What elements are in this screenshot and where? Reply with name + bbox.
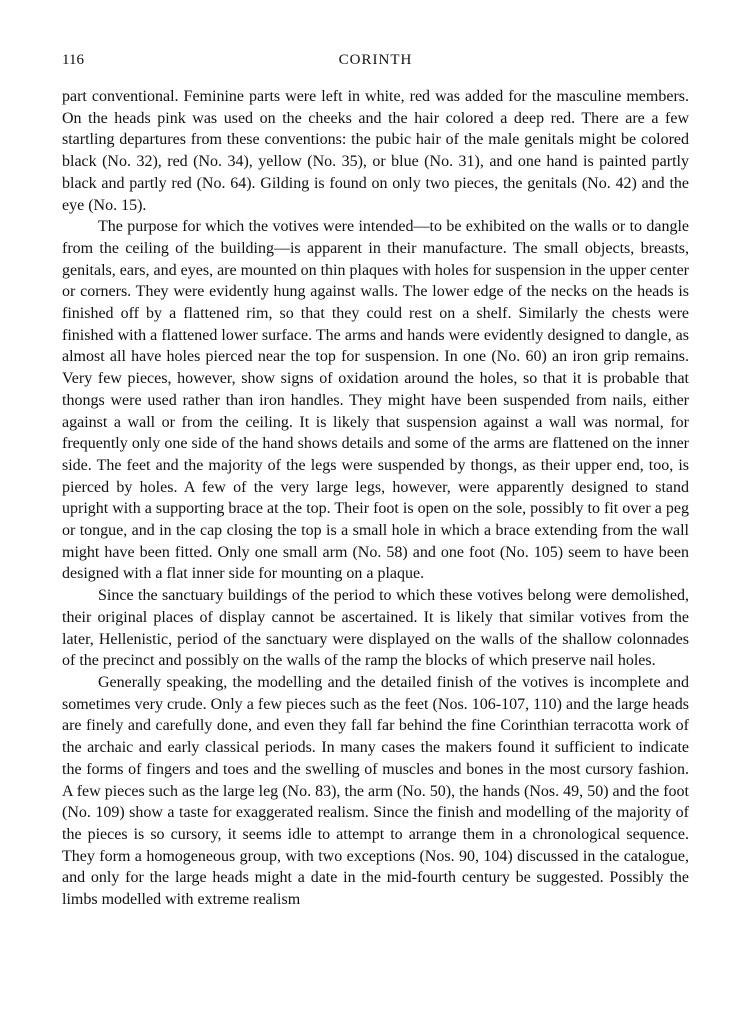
running-head: CORINTH [338,52,413,68]
paragraph-continued: part conventional. Feminine parts were left in white, red was added for the masculine members. On the heads pink was used on the cheeks and the hair colored a deep red. There are a few startling departures from these conventions: the pubic hair of the male genitals might be colored black (No. 32), red (No. 34), yellow (No. 35), or blue (No. 31), and one hand is painted partly black and partly red (No. 64). Gilding is found on only two pieces, the genitals (No. 42) and the eye (No. 15). [62,88,689,214]
paragraph-modelling: Generally speaking, the modelling and the detailed finish of the votives is incomplete and sometimes very crude. Only a few pieces such as the feet (Nos. 106-107, 110) and the large heads are finely and carefully done, and even they fall far behind the fine Corinthian terracotta work of the archaic and early classical periods. In many cases the makers found it sufficient to indicate the forms of fingers and toes and the swelling of muscles and bones in the most cursory fashion. A few pieces such as the large leg (No. 83), the arm (No. 50), the hands (Nos. 49, 50) and the foot (No. 109) show a taste for exaggerated realism. Since the finish and modelling of the majority of the pieces is so cursory, it seems idle to attempt to arrange them in a chronological sequence. They form a homogeneous group, with two exceptions (Nos. 90, 104) discussed in the catalogue, and only for the large heads might a date in the mid-fourth century be suggested. Possibly the limbs modelled with extreme realism [62,673,689,909]
paragraph-display: Since the sanctuary buildings of the period to which these votives belong were demolished, their original places of display cannot be ascertained. It is likely that similar votives from the later, Hellenistic, period of the sanctuary were displayed on the walls of the shallow colonnades of the precinct and possibly on the walls of the ramp the blocks of which preserve nail holes. [62,587,689,670]
page-header [62,50,689,70]
paragraph-purpose: The purpose for which the votives were intended—to be exhibited on the walls or to dangle from the ceiling of the building—is apparent in their manufacture. The small objects, breasts, genitals, ears, and eyes, are mounted on thin plaques with holes for suspension in the upper center or corners. They were evidently hung against walls. The lower edge of the necks on the heads is finished off by a flattened rim, so that they could rest on a shelf. Similarly the chests were finished with a flattened lower surface. The arms and hands were evidently designed to dangle, as almost all have holes pierced near the top for suspension. In one (No. 60) an iron grip remains. Very few pieces, however, show signs of oxidation around the holes, so that it is probable that thongs were used rather than iron handles. They might have been suspended from nails, either against a wall or from the ceiling. It is likely that suspension against a wall was normal, for frequently only one side of the hand shows details and some of the arms are flattened on the inner side. The feet and the majority of the legs were suspended by thongs, as their upper end, too, is pierced by holes. A few of the very large legs, however, were apparently designed to stand upright with a supporting brace at the top. Their foot is open on the sole, possibly to fit over a peg or tongue, and in the cap closing the top is a small hole in which a brace extending from the wall might have been fitted. Only one small arm (No. 58) and one foot (No. 105) seem to have been designed with a flat inner side for mounting on a plaque. [62,218,689,583]
document-page [62,50,689,911]
page-number: 116 [62,52,84,68]
body-text [62,86,689,911]
